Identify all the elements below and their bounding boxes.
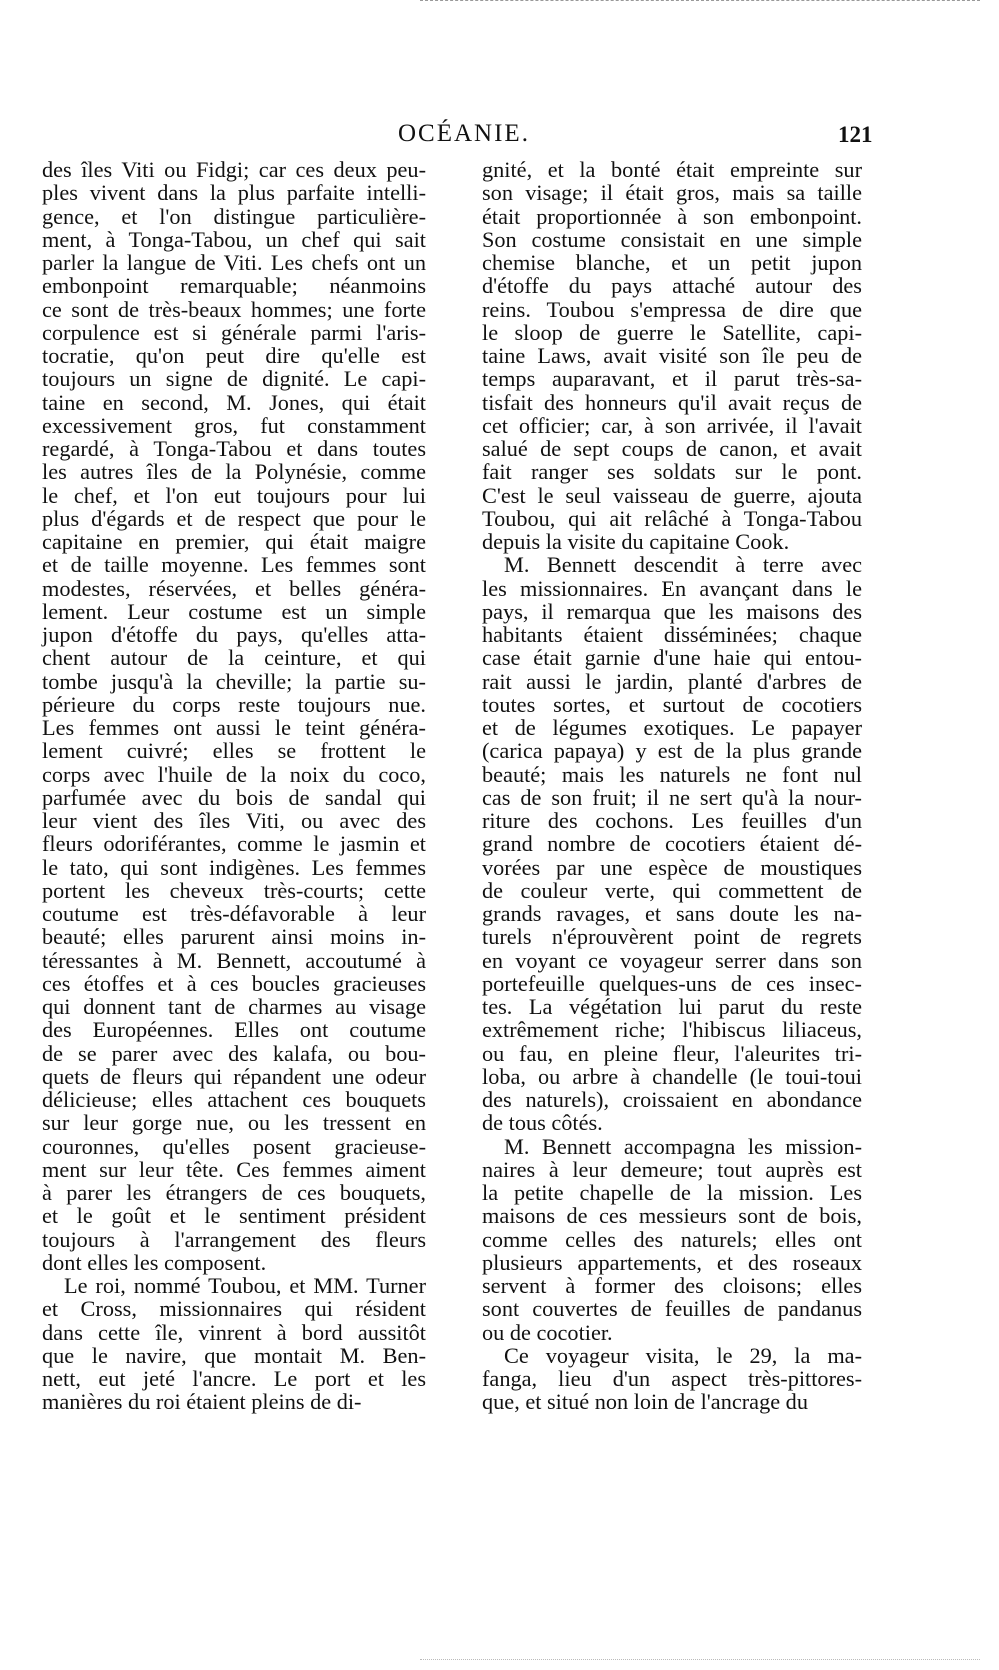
text-line: et de légumes exotiques. Le papayer [482,715,862,740]
text-line: fleurs odoriférantes, comme le jasmin et [42,831,426,857]
text-line: vorées par une espèce de moustiques [482,854,862,880]
page-number: 121 [838,122,873,147]
text-line: M. Bennett accompagna les mission- [504,1133,862,1159]
text-line: le tato, qui sont indigènes. Les femmes [42,854,426,880]
text-line: plus d'égards et de respect que pour le [42,505,426,531]
text-line: tocratie, qu'on peut dire qu'elle est [42,343,426,368]
text-line: loba, ou arbre à chandelle (le toui-toui [482,1063,862,1089]
text-line: tes. La végétation lui parut du reste [482,994,862,1019]
right-column [482,158,862,1414]
text-line: turels n'éprouvèrent point de regrets [482,924,862,950]
text-line: maisons de ces messieurs sont de bois, [482,1203,862,1229]
text-line: et Cross, missionnaires qui résident [42,1296,426,1322]
text-line: toujours à l'arrangement des fleurs [42,1226,426,1252]
text-line: de se parer avec des kalafa, ou bou- [42,1040,426,1066]
text-line: ment sur leur tête. Ces femmes aiment [42,1156,426,1182]
text-line: beauté; mais les naturels ne font nul [482,761,862,787]
text-line: M. Bennett descendit à terre avec [504,552,862,578]
text-line: taine Laws, avait visité son île peu de [482,343,862,368]
text-line: tombe jusqu'à la cheville; la partie su- [42,668,426,694]
text-line: de tous côtés. [482,1110,603,1136]
text-line: salué de sept coups de canon, et avait [482,436,862,461]
text-line: leur vient des îles Viti, ou avec des [42,808,426,833]
text-line: fanga, lieu d'un aspect très-pittores- [482,1366,862,1391]
text-line: les autres îles de la Polynésie, comme [42,459,426,485]
text-line: et de taille moyenne. Les femmes sont [42,552,426,578]
text-line: manières du roi étaient pleins de di- [42,1389,362,1415]
scan-artifact-bottom [420,1659,980,1662]
text-line: cet officier; car, à son arrivée, il l'avait [482,412,862,438]
text-line: ples vivent dans la plus parfaite intelli- [42,180,426,206]
text-line: reins. Toubou s'empressa de dire que [482,296,862,322]
text-line: délicieuse; elles attachent ces bouquets [42,1087,426,1112]
text-line: case était garnie d'une haie qui entou- [482,645,862,671]
text-line: la petite chapelle de la mission. Les [482,1180,862,1205]
text-line: des Européennes. Elles ont coutume [42,1017,426,1043]
text-line: taine en second, M. Jones, qui était [42,389,426,415]
text-line: lement cuivré; elles se frottent le [42,738,426,764]
text-line: des naturels), croissaient en abondance [482,1087,862,1112]
text-line: ce sont de très-beaux hommes; une forte [42,296,426,322]
text-line: jupon d'étoffe du pays, qu'elles atta- [42,622,426,647]
text-line: grands ravages, et sans doute les na- [482,901,862,926]
text-line: grand nombre de cocotiers étaient dé- [482,831,862,857]
text-line: périeure du corps reste toujours nue. [42,691,426,717]
text-line: des îles Viti ou Fidgi; car ces deux peu- [42,157,426,182]
text-line: les missionnaires. En avançant dans le [482,575,862,601]
text-line: regardé, à Tonga-Tabou et dans toutes [42,436,426,461]
text-line: ou de cocotier. [482,1319,613,1345]
text-line: Son costume consistait en une simple [482,226,862,252]
text-line: Toubou, qui ait relâché à Tonga-Tabou [482,505,862,531]
text-line: toutes sortes, et surtout de cocotiers [482,691,862,717]
text-line: cas de son fruit; il ne sert qu'à la nour- [482,784,862,810]
page-title: OCÉANIE. [398,120,530,147]
text-line: plusieurs appartements, et des roseaux [482,1249,862,1275]
text-line: tisfait des honneurs qu'il avait reçus de [482,389,862,415]
text-line: Ce voyageur visita, le 29, la ma- [504,1342,862,1368]
text-line: naires à leur demeure; tout auprès est [482,1156,862,1182]
text-line: sont couvertes de feuilles de pandanus [482,1296,862,1322]
text-line: extrêmement riche; l'hibiscus liliaceus, [482,1017,862,1043]
left-column [42,158,426,1414]
text-line: embonpoint remarquable; néanmoins [42,273,426,299]
text-line: le chef, et l'on eut toujours pour lui [42,482,426,508]
text-line: nett, eut jeté l'ancre. Le port et les [42,1366,426,1391]
text-line: téressantes à M. Bennett, accoutumé à [42,947,426,973]
text-line: capitaine en premier, qui était maigre [42,529,426,554]
text-line: couronnes, qu'elles posent gracieuse- [42,1133,426,1159]
text-line: corps avec l'huile de la noix du coco, [42,761,426,787]
text-line: ou fau, en pleine fleur, l'aleurites tri- [482,1040,862,1066]
text-line: était proportionnée à son embonpoint. [482,203,862,229]
text-line: que, et situé non loin de l'ancrage du [482,1389,808,1415]
text-line: riture des cochons. Les feuilles d'un [482,808,862,833]
text-line: portefeuille quelques-uns de ces insec- [482,970,862,996]
text-line: Les femmes ont aussi le teint généra- [42,715,426,740]
text-line: chent autour de la ceinture, et qui [42,645,426,671]
text-line: chemise blanche, et un petit jupon [482,250,862,275]
text-line: coutume est très-défavorable à leur [42,901,426,926]
text-line: toujours un signe de dignité. Le capi- [42,366,426,392]
text-line: parfumée avec du bois de sandal qui [42,784,426,810]
text-line: Le roi, nommé Toubou, et MM. Turner [64,1273,426,1298]
text-line: son visage; il était gros, mais sa taille [482,180,862,206]
text-line: servent à former des cloisons; elles [482,1273,862,1298]
text-line: comme celles des naturels; elles ont [482,1226,862,1252]
text-line: (carica papaya) y est de la plus grande [482,738,862,764]
text-line: ment, à Tonga-Tabou, un chef qui sait [42,226,426,252]
text-line: C'est le seul vaisseau de guerre, ajouta [482,482,862,508]
text-line: modestes, réservées, et belles généra- [42,575,426,601]
text-line: temps auparavant, et il parut très-sa- [482,366,862,392]
text-line: beauté; elles parurent ainsi moins in- [42,924,426,950]
text-line: parler la langue de Viti. Les chefs ont un [42,250,426,275]
text-line: excessivement gros, fut constamment [42,412,426,438]
text-line: pays, il remarqua que les maisons des [482,598,862,624]
text-line: dans cette île, vinrent à bord aussitôt [42,1319,426,1345]
text-line: sur leur gorge nue, ou les tressent en [42,1110,426,1136]
text-line: et le goût et le sentiment président [42,1203,426,1229]
text-line: habitants étaient disséminées; chaque [482,622,862,647]
text-line: dont elles les composent. [42,1249,267,1275]
text-line: à parer les étrangers de ces bouquets, [42,1180,426,1205]
running-header [0,120,999,150]
text-line: rait aussi le jardin, planté d'arbres de [482,668,862,694]
text-line: en voyant ce voyageur serrer dans son [482,947,862,973]
text-line: ces étoffes et à ces boucles gracieuses [42,970,426,996]
text-line: d'étoffe du pays attaché autour des [482,273,862,299]
text-line: que le navire, que montait M. Ben- [42,1342,426,1368]
text-line: portent les cheveux très-courts; cette [42,877,426,903]
text-line: gence, et l'on distingue particulière- [42,203,426,229]
text-line: depuis la visite du capitaine Cook. [482,529,790,554]
text-line: fait ranger ses soldats sur le pont. [482,459,862,485]
text-line: de couleur verte, qui commettent de [482,877,862,903]
text-line: qui donnent tant de charmes au visage [42,994,426,1019]
text-line: gnité, et la bonté était empreinte sur [482,157,862,182]
text-line: le sloop de guerre le Satellite, capi- [482,319,862,345]
scan-artifact-top [420,0,980,3]
text-line: lement. Leur costume est un simple [42,598,426,624]
text-line: quets de fleurs qui répandent une odeur [42,1063,426,1089]
text-line: corpulence est si générale parmi l'aris- [42,319,426,345]
